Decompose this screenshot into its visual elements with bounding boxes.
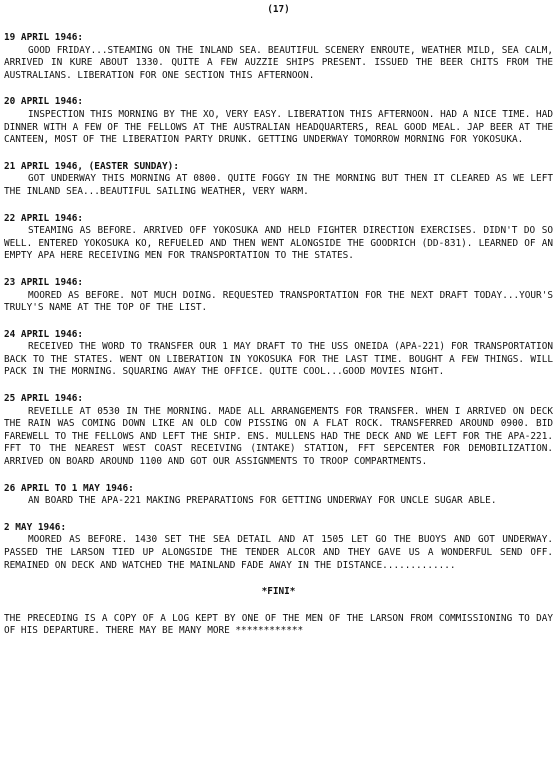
entry-date: 19 APRIL 1946: — [4, 32, 84, 43]
entry-text: GOOD FRIDAY...STEAMING ON THE INLAND SEA. BEAUTIFUL SCENERY ENROUTE, WEATHER MILD, SEA CALM, ARRIVED IN KURE ABOUT 1330. QUITE A FEW AUZZIE SHIPS PRESENT. ISSUED THE BEER CHITS FROM THE AUSTRALIANS. LIBERATION FOR ONE SECTION THIS AFTERNOON. — [4, 44, 553, 81]
log-entry — [4, 161, 553, 199]
log-entry — [4, 32, 553, 82]
log-entry — [4, 96, 553, 146]
entry-text: AN BOARD THE APA-221 MAKING PREPARATIONS FOR GETTING UNDERWAY FOR UNCLE SUGAR ABLE. — [28, 495, 497, 507]
entry-date: 22 APRIL 1946: — [4, 212, 84, 224]
closing-note: THE PRECEDING IS A COPY OF A LOG KEPT BY ONE OF THE MEN OF THE LARSON FROM COMMISSIONING TO DAY OF HIS DEPARTURE. THERE MAY BE MANY MORE ************ — [4, 612, 553, 637]
log-entry — [4, 329, 553, 379]
page-number: (17) — [267, 4, 290, 15]
entry-date: 25 APRIL 1946: — [4, 393, 84, 405]
entry-text: REVEILLE AT 0530 IN THE MORNING. MADE ALL ARRANGEMENTS FOR TRANSFER. WHEN I ARRIVED ON DECK THE RAIN WAS COMING DOWN LIKE AN OLD COW PISSING ON A FLAT ROCK. TRANSFERRED AROUND 0900. BID FAREWELL TO THE FELLOWS AND LEFT THE SHIP. ENS. MULLENS HAD THE DECK AND WE LEFT FOR THE APA-221. FFT TO THE NEAREST WEST COAST RECEIVING (INTAKE) STATION, FFT SEPCENTER FOR DEMOBILIZATION. ARRIVED ON BOARD AROUND 1100 AND GOT OUR ASSIGNMENTS TO TROOP COMPARTMENTS. — [4, 405, 553, 468]
entry-text: GOT UNDERWAY THIS MORNING AT 0800. QUITE FOGGY IN THE MORNING BUT THEN IT CLEARED AS WE LEFT THE INLAND SEA...BEAUTIFUL SAILING WEATHER, VERY WARM. — [4, 173, 553, 197]
entry-text: MOORED AS BEFORE. NOT MUCH DOING. REQUESTED TRANSPORTATION FOR THE NEXT DRAFT TODAY...YOUR'S TRULY'S NAME AT THE TOP OF THE LIST. — [4, 289, 553, 314]
entry-date: 26 APRIL TO 1 MAY 1946: — [4, 482, 134, 494]
entry-date: 21 APRIL 1946, (EASTER SUNDAY): — [4, 160, 179, 172]
log-entry — [4, 483, 553, 508]
log-entry — [4, 277, 553, 315]
entry-date: 2 MAY 1946: — [4, 521, 67, 533]
log-entries — [4, 32, 553, 638]
log-entry — [4, 213, 553, 263]
entry-date: 24 APRIL 1946: — [4, 328, 84, 340]
entry-text: STEAMING AS BEFORE. ARRIVED OFF YOKOSUKA AND HELD FIGHTER DIRECTION EXERCISES. DIDN'T DO SO WELL. ENTERED YOKOSUKA KO, REFUELED AND THEN WENT ALONGSIDE THE GOODRICH (DD-831). LEARNED OF AN EMPTY APA HERE RECEIVING MEN FOR TRANSPORTATION TO THE STATES. — [4, 225, 553, 262]
entry-date: 20 APRIL 1946: — [4, 96, 84, 108]
log-entry — [4, 522, 553, 572]
log-entry — [4, 393, 553, 469]
entry-text: RECEIVED THE WORD TO TRANSFER OUR 1 MAY DRAFT TO THE USS ONEIDA (APA-221) FOR TRANSPORTATION BACK TO THE STATES. WENT ON LIBERATION IN YOKOSUKA FOR THE LAST TIME. BOUGHT A FEW THINGS. WILL PACK IN THE MORNING. SQUARING AWAY THE OFFICE. QUITE COOL...GOOD MOVIES NIGHT. — [4, 341, 553, 378]
entry-date: 23 APRIL 1946: — [4, 276, 84, 288]
entry-text: MOORED AS BEFORE. 1430 SET THE SEA DETAIL AND AT 1505 LET GO THE BUOYS AND GOT UNDERWAY. PASSED THE LARSON TIED UP ALONGSIDE THE TENDER ALCOR AND THEY GAVE US A WONDERFUL SEND OFF. REMAINED ON DECK AND WATCHED THE MAINLAND FADE AWAY IN THE DISTANCE............. — [4, 534, 553, 571]
entry-text: INSPECTION THIS MORNING BY THE XO, VERY EASY. LIBERATION THIS AFTERNOON. HAD A NICE TIME. HAD DINNER WITH A FEW OF THE FELLOWS AT THE AUSTRALIAN HEADQUARTERS, REAL GOOD MEAL. JAP BEER AT THE CANTEEN, MOST OF THE LIBERATION PARTY DRUNK. GETTING UNDERWAY TOMORROW MORNING FOR YOKOSUKA. — [4, 108, 553, 146]
fini-heading: *FINI* — [261, 586, 296, 598]
